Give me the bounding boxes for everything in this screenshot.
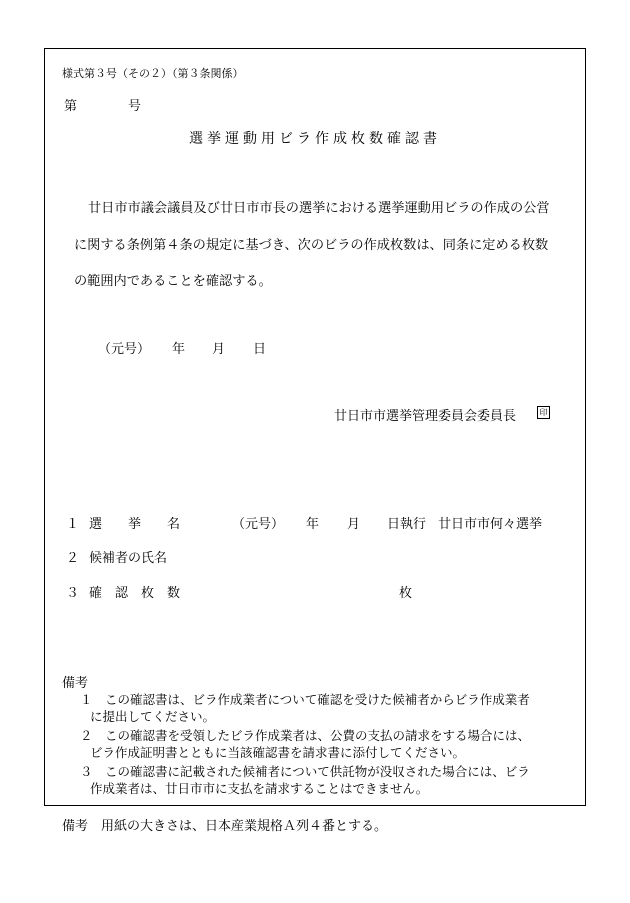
- count-unit: 枚: [399, 586, 413, 601]
- date-year: 年: [172, 342, 186, 357]
- item-2-label: 候補者の氏名: [89, 551, 168, 566]
- election-month: 月: [347, 517, 361, 532]
- signer-title: 廿日市市選挙管理委員会委員長: [334, 409, 517, 424]
- date-day: 日: [253, 342, 267, 357]
- form-label: 様式第３号（その２）（第３条関係）: [62, 67, 244, 80]
- item-1-number: １: [66, 517, 80, 532]
- number-suffix: 号: [128, 99, 142, 114]
- body-line-2: に関する条例第４条の規定に基づき、次のビラの作成枚数は、同条に定める枚数: [74, 238, 549, 253]
- item-2-number: ２: [66, 551, 80, 566]
- document-title: 選挙運動用ビラ作成枚数確認書: [189, 131, 441, 147]
- body-line-3: の範囲内であることを確認する。: [74, 274, 272, 289]
- seal-stamp: 印: [537, 406, 550, 419]
- body-line-1: 廿日市市議会議員及び廿日市市長の選挙における選挙運動用ビラの作成の公営: [88, 201, 550, 216]
- note-3-line-2: 作成業者は、廿日市市に支払を請求することはできません。: [90, 781, 429, 796]
- item-3-number: ３: [66, 586, 80, 601]
- election-year: 年: [306, 517, 320, 532]
- note-2-line-1: ２ この確認書を受領したビラ作成業者は、公費の支払の請求をする場合には、: [80, 728, 531, 743]
- item-3-label: 確 認 枚 数: [89, 586, 181, 601]
- note-2-line-2: ビラ作成証明書とともに当該確認書を請求書に添付してください。: [90, 745, 466, 760]
- note-1-line-1: １ この確認書は、ビラ作成業者について確認を受けた候補者からビラ作成業者: [80, 692, 530, 707]
- election-day: 日執行: [387, 517, 427, 532]
- note-3-line-1: ３ この確認書に記載された候補者について供託物が没収された場合には、ビラ: [80, 764, 530, 779]
- number-prefix: 第: [64, 99, 78, 114]
- date-era: （元号）: [98, 342, 151, 357]
- election-era: （元号）: [232, 517, 285, 532]
- election-name: 廿日市市何々選挙: [438, 517, 543, 532]
- footer-note: 備考 用紙の大きさは、日本産業規格Ａ列４番とする。: [62, 819, 388, 834]
- date-month: 月: [212, 342, 226, 357]
- notes-title: 備考: [62, 676, 89, 691]
- item-1-label: 選 挙 名: [89, 517, 181, 532]
- note-1-line-2: に提出してください。: [90, 709, 216, 724]
